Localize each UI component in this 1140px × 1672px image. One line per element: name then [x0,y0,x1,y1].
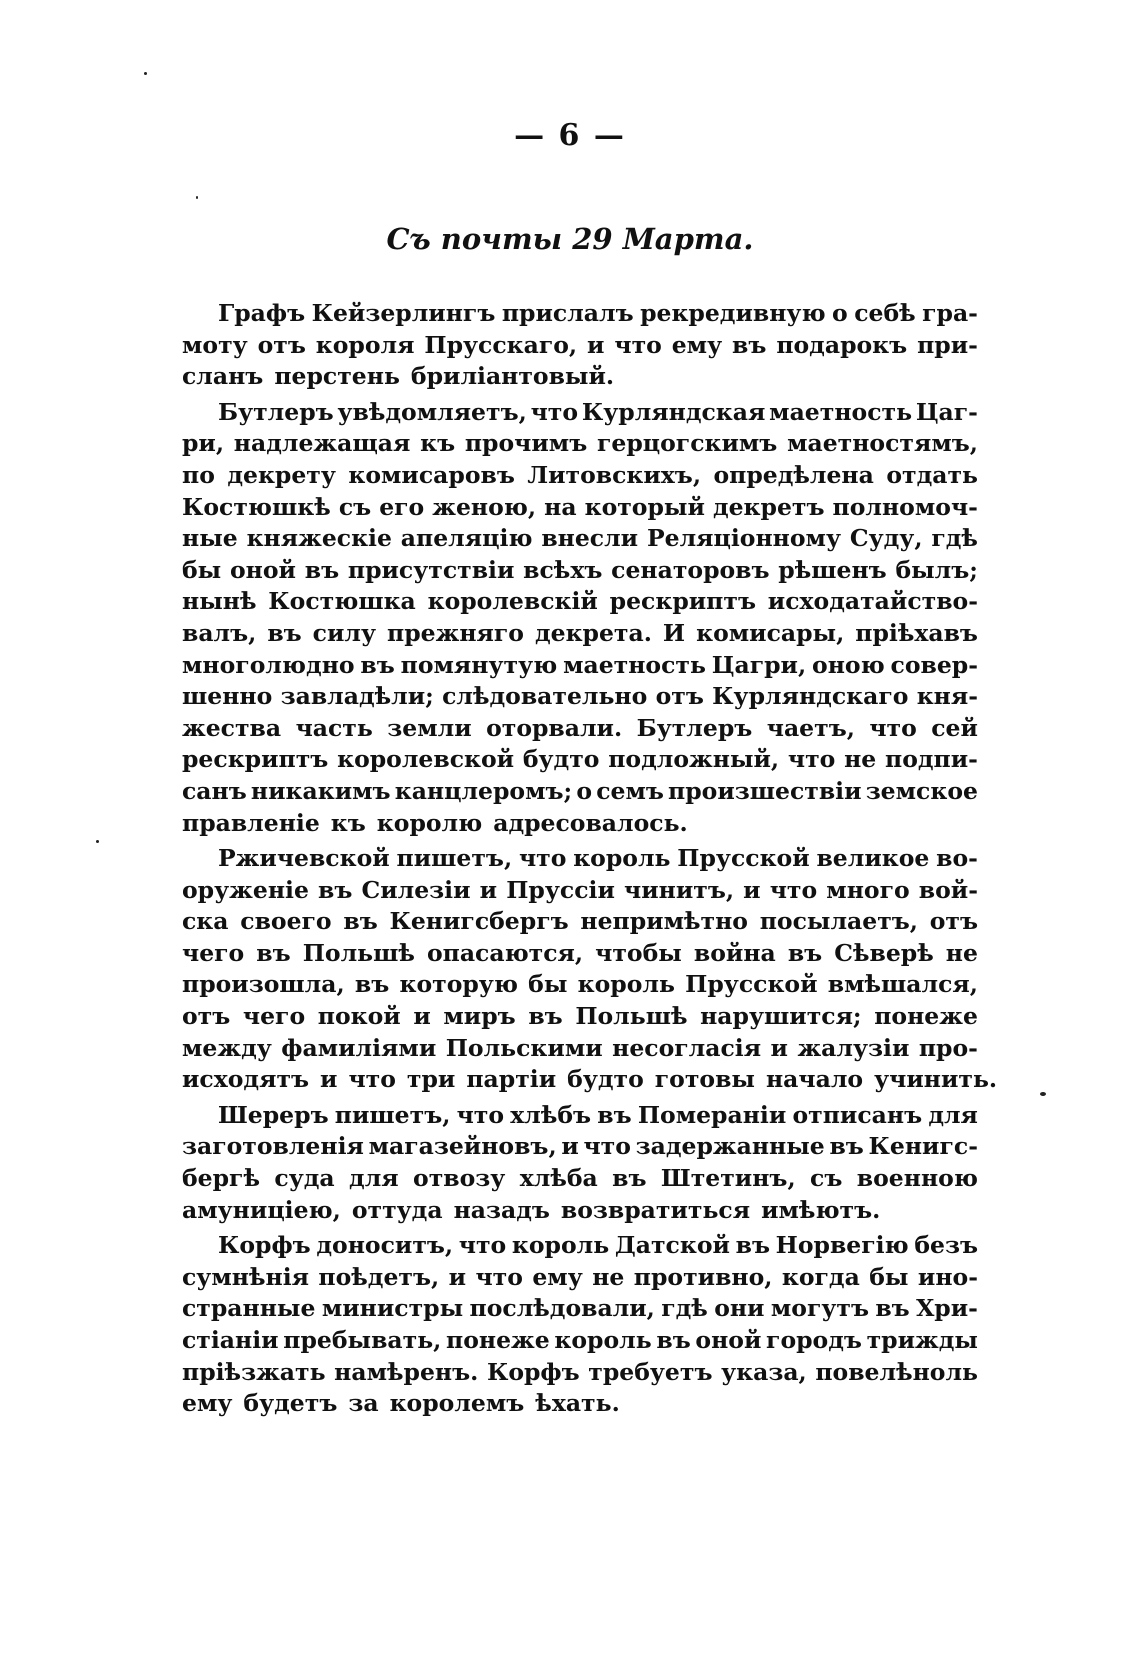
word: ему [182,1389,233,1418]
word: и [448,1262,467,1291]
word: земское [865,776,978,805]
word: миръ [443,1002,516,1031]
word: что [769,875,818,904]
word: съ [338,492,372,521]
text-line [182,618,978,650]
word: въ [528,1002,563,1031]
text-line [182,1357,978,1389]
text-line [182,1325,978,1357]
word: Штетинъ, [660,1164,796,1193]
word: шенно [182,682,273,711]
word: полномоч- [832,492,978,521]
word: бы [182,555,222,584]
word: фамиліями [281,1033,437,1062]
word: что [458,1231,507,1260]
text-line [182,650,978,682]
text-line [182,906,978,938]
text-line [182,1388,978,1420]
word: несогласія [612,1033,762,1062]
word: былъ; [895,555,978,584]
word: что [456,1100,505,1129]
word: Польшѣ [575,1002,688,1031]
word: рѣшенъ [778,555,887,584]
word: канцлеромъ; [394,776,573,805]
text-line [182,713,978,745]
word: начало [765,1065,864,1094]
word: отъ [929,907,978,936]
word: готовы [654,1065,755,1094]
word: Корфъ [218,1231,311,1260]
word: ѣхать. [535,1389,620,1418]
print-speck [196,196,198,199]
word: гра- [922,299,978,327]
word: надлежащая [233,429,411,458]
word: присутствіи [347,555,515,584]
word: Прусской [685,970,818,999]
word: амуниціею, [182,1195,341,1224]
word: часть [295,713,373,742]
word: чинитъ, [624,875,735,904]
text-line [182,330,978,362]
word: въ [354,970,390,999]
word: чего [242,1002,306,1031]
word: повелѣноль [815,1357,978,1386]
word: оттуда [351,1195,443,1224]
word: Датской [614,1231,730,1260]
word: когда [781,1262,860,1291]
word: они [714,1294,765,1323]
word: во- [936,844,978,873]
word: опредѣлена [713,460,874,489]
word: три [406,1065,456,1094]
word: женою, [432,492,537,521]
word: Сѣверѣ [834,938,934,967]
word: моту [182,330,248,359]
word: городъ [766,1326,862,1354]
word: въ [787,938,823,967]
word: вмѣшался, [827,970,978,999]
word: и [743,875,761,904]
word: въ [256,938,291,967]
word: имѣютъ. [761,1195,881,1224]
word: чтобы [595,938,682,967]
word: что [530,397,579,426]
word: сенаторовъ [611,555,770,584]
word: будто [567,1065,644,1094]
word: внесли [541,524,639,553]
word: въ [732,330,767,359]
word: Цагри, [711,650,807,679]
word: Польшѣ [302,938,415,967]
word: не [844,745,877,774]
word: жалузіи [797,1033,910,1062]
word: земли [387,713,472,742]
word: никакимъ [250,776,391,805]
word: Бутлеръ [218,397,334,426]
word: Шереръ [218,1100,329,1129]
word: въ [829,1132,864,1161]
word: оною [812,650,885,679]
word: магазейновъ, [368,1132,557,1161]
word: при- [917,330,978,359]
word: великое [816,844,930,873]
word: Корфъ [486,1357,580,1386]
word: маетность [769,397,913,426]
word: всѣхъ [523,555,603,584]
word: министры [321,1294,464,1323]
word: комисаровъ [348,460,515,489]
word: нарушится; [700,1002,862,1031]
word: Суду, [849,524,923,553]
word: хлѣбъ [510,1100,592,1129]
print-speck [96,840,99,843]
word: вой- [918,875,978,904]
word: санъ [182,776,247,805]
word: адресовалось. [493,808,688,837]
word: Пруссіи [506,875,615,904]
word: прислалъ [501,299,634,327]
word: Цаг- [915,397,978,426]
word: Литовскихъ, [527,460,702,489]
word: король [573,844,671,873]
word: сумнѣнія [182,1262,309,1291]
word: къ [330,808,366,837]
word: королю [376,808,483,837]
text-line [182,1033,978,1065]
word: Костюшкѣ [182,492,331,521]
body-text [182,298,998,1424]
word: рекредивную [640,299,826,327]
text-line [182,460,978,492]
word: между [182,1033,272,1062]
word: и [413,1002,431,1031]
word: партіи [466,1065,557,1094]
word: маетность [563,650,706,679]
section-heading: Съ почты 29 Марта. [386,222,754,256]
word: о [832,299,848,327]
word: что [787,745,836,774]
word: Курляндскаго [712,682,909,711]
text-line [182,1163,978,1195]
word: маетностямъ, [787,429,978,458]
word: на [544,492,577,521]
word: и [770,1033,788,1062]
word: оной [695,1326,762,1354]
word: военною [856,1164,978,1193]
word: непримѣтно [580,907,748,936]
word: отдать [886,460,978,489]
word: что [869,713,917,742]
word: слѣдовательно [442,682,648,711]
word: хлѣба [519,1164,598,1193]
word: суда [274,1164,335,1193]
text-line [182,1293,978,1325]
word: король [577,970,675,999]
word: помянутую [400,650,558,679]
paragraph [182,397,978,839]
word: совер- [890,650,978,679]
word: семъ [596,776,664,805]
word: возвратиться [560,1195,751,1224]
word: намѣренъ. [334,1357,479,1386]
word: рескриптъ [182,745,329,774]
word: и [320,1065,338,1094]
word: въ [360,650,395,679]
word: Кейзерлингъ [311,299,496,327]
word: силу [312,618,377,647]
text-line [182,397,978,429]
word: кня- [916,682,978,711]
word: не [945,938,978,967]
word: безъ [914,1231,978,1260]
word: короля [315,330,415,359]
word: апеляцію [400,524,533,553]
text-line [182,555,978,587]
word: рескриптъ [609,587,756,616]
word: заготовленія [182,1132,364,1161]
word: комисары, [696,618,845,647]
word: и [479,875,498,904]
text-line [182,808,978,840]
word: посылаетъ, [759,907,918,936]
word: война [693,938,776,967]
word: будетъ [243,1389,338,1418]
print-speck [144,72,147,75]
word: съ [810,1164,843,1193]
text-line [182,1064,998,1096]
word: декретъ [712,492,825,521]
word: княжескіе [246,524,392,553]
word: что [518,844,567,873]
word: Кенигс- [868,1132,978,1161]
word: валъ, [182,618,257,647]
word: понеже [874,1002,978,1031]
word: будто [522,745,600,774]
word: Кенигсбергъ [389,907,569,936]
word: королевской [337,745,515,774]
word: себѣ [854,299,916,327]
word: Прусской [677,844,810,873]
word: гдѣ [931,524,978,553]
word: въ [612,1164,647,1193]
print-speck [1040,1092,1046,1096]
word: многолюдно [182,650,355,679]
text-line [182,586,978,618]
text-line [182,875,978,907]
word: сланъ [182,362,264,391]
word: въ [597,1100,632,1129]
word: завладѣли; [280,682,434,711]
word: учинить. [874,1065,998,1094]
word: бы [869,1262,909,1291]
word: оруженіе [182,875,309,904]
word: въ [343,907,378,936]
word: пишетъ, [396,844,513,873]
text-line [182,776,978,808]
word: произшествіи [668,776,862,805]
word: для [928,1100,978,1129]
word: ска [182,907,229,936]
text-line [182,969,978,1001]
word: герцогскимъ [596,429,778,458]
word: Реляціонному [646,524,842,553]
word: много [826,875,910,904]
word: для [349,1164,399,1193]
text-line [182,1100,978,1132]
word: его [379,492,425,521]
word: указа, [721,1357,807,1386]
word: бергѣ [182,1164,260,1193]
word: оторвали. [486,713,623,742]
word: которую [399,970,518,999]
word: и [587,330,605,359]
word: ему [532,1262,583,1291]
word: Прусскаго, [424,330,578,359]
word: что [348,1065,396,1094]
word: Курляндская [581,397,766,426]
word: декрету [227,460,336,489]
word: Ржичевской [218,844,390,873]
word: что [475,1262,523,1291]
word: о [576,776,593,805]
page-number: — 6 — [514,118,626,153]
word: нынѣ [182,587,257,616]
word: не [592,1262,625,1291]
word: послѣдовали, [469,1294,655,1323]
word: королемъ [389,1389,525,1418]
word: Норвегію [775,1231,909,1260]
text-line [182,523,978,555]
word: доноситъ, [316,1231,454,1260]
word: подпи- [885,745,978,774]
paragraph [182,843,998,1096]
word: за [348,1389,379,1418]
word: въ [735,1231,770,1260]
word: въ [318,875,353,904]
word: подарокъ [776,330,908,359]
word: опасаются, [426,938,584,967]
text-line [182,1230,978,1262]
word: ри, [182,429,225,458]
word: поѣдетъ, [318,1262,440,1291]
word: въ [656,1326,691,1354]
text-line [182,428,978,460]
text-line [182,1131,978,1163]
word: про- [918,1033,978,1062]
word: чаетъ, [766,713,855,742]
word: въ [875,1294,910,1323]
text-line [182,1195,978,1227]
word: пріѣзжать [182,1357,326,1386]
word: жества [182,713,282,742]
word: отъ [257,330,306,359]
word: Помераніи [637,1100,787,1129]
paragraph [182,1230,978,1420]
word: по [182,460,215,489]
word: отъ [655,682,704,711]
word: произошла, [182,970,345,999]
text-line [182,938,978,970]
word: бриліантовый. [410,362,615,391]
word: Графъ [218,299,306,327]
word: въ [267,618,302,647]
word: гдѣ [661,1294,708,1323]
text-line [182,681,978,713]
word: отписанъ [792,1100,923,1129]
word: декрета. [534,618,652,647]
word: пребывать, [283,1326,442,1354]
word: въ [304,555,340,584]
word: и [561,1132,579,1161]
word: къ [420,429,456,458]
word: король [554,1326,652,1354]
word: Бутлеръ [636,713,753,742]
word: пишетъ, [334,1100,451,1129]
word: задержанные [635,1132,825,1161]
word: отъ [182,1002,231,1031]
word: Польскими [445,1033,603,1062]
paragraph [182,298,978,393]
word: ему [671,330,723,359]
word: оной [230,555,296,584]
text-line [182,492,978,524]
word: король [511,1231,610,1260]
word: ные [182,524,238,553]
word: своего [240,907,332,936]
word: прежняго [387,618,524,647]
word: пріѣхавъ [855,618,978,647]
text-line [182,843,978,875]
word: подложный, [608,745,780,774]
word: Хри- [916,1294,978,1323]
word: могутъ [770,1294,869,1323]
word: бы [528,970,568,999]
word: трижды [866,1326,978,1354]
word: перстень [274,362,400,391]
word: увѣдомляетъ, [337,397,527,426]
word: странные [182,1294,316,1323]
word: сей [931,713,978,742]
word: который [584,492,705,521]
word: отвозу [413,1164,506,1193]
word: требуетъ [588,1357,713,1386]
word: исходятъ [182,1065,310,1094]
text-line [182,1262,978,1294]
word: что [583,1132,631,1161]
text-line [182,1001,978,1033]
paragraph [182,1100,978,1226]
word: понеже [446,1326,550,1354]
word: назадъ [453,1195,550,1224]
word: прочимъ [464,429,588,458]
word: правленіе [182,808,320,837]
word: исходатайство- [767,587,978,616]
word: Костюшка [268,587,416,616]
word: И [662,618,686,647]
word: что [614,330,662,359]
word: чего [182,938,245,967]
word: противно, [633,1262,773,1291]
text-line [182,361,978,393]
word: ино- [917,1262,978,1291]
word: Силезіи [361,875,471,904]
word: покой [317,1002,401,1031]
word: королевскій [427,587,598,616]
text-line [182,298,978,330]
text-line [182,744,978,776]
word: стіаніи [182,1326,279,1354]
